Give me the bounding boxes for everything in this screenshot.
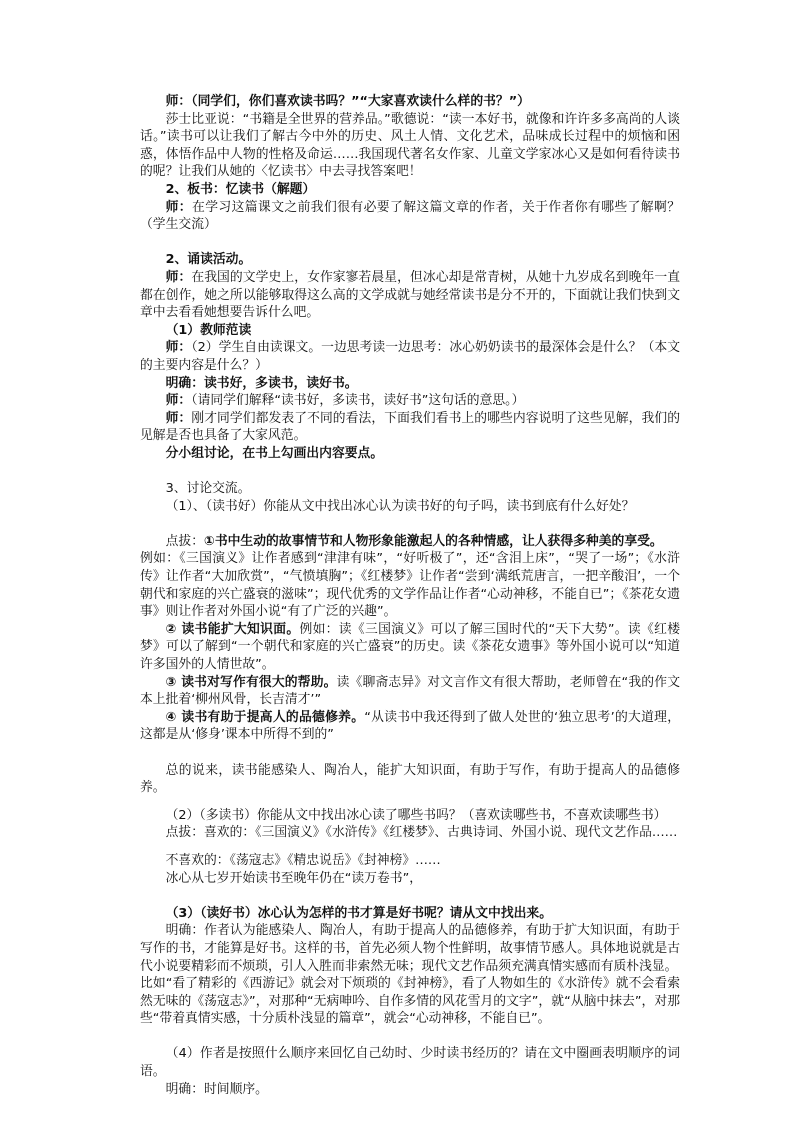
lesson-plan-body [140,93,680,1098]
paragraph-text: 点拔： [165,533,204,549]
paragraph-text: 比如“看了精彩的《西游记》就会对下烦琐的《封神榜》，看了人物如生的《水浒传》就不会看索然无味的《荡寇志》”，对那种“无病呻吟、自作多情的风花雪月的文字”，就“从脑中抹去”，对那些“带着真情实感，十分质朴浅显的篇章”，就会“心动神移，不能自已”。 [140,976,680,1027]
paragraph-spacer [140,462,680,480]
bold-lead: 2、诵读活动。 [165,252,252,268]
paragraph-text: （1）、（读书好）你能从文中找出冰心认为读书好的句子吗，读书到底有什么好处？ [165,498,635,514]
paragraph-spacer [140,887,680,905]
paragraph-text: 例如：读《三国演义》可以了解三国时代的“天下大势”。读《红楼梦》可以了解到“一个朝代和家庭的兴亡盛衰”的历史。读《茶花女遗事》等外国小说可以“知道许多国外的人情世故”。 [140,621,681,672]
para-q4-answer [140,1081,680,1099]
bold-tail: ①书中生动的故事情节和人物形象能激起人的各种情感，让人获得多种美的享受。 [203,533,663,549]
para-bingxin-intro [140,269,680,322]
para-q4 [140,1045,680,1080]
para-author-question [140,199,680,234]
para-views [140,410,680,445]
bold-lead: ③ 读书对写作有很大的帮助。 [165,674,337,690]
bold-lead: 2、板书：忆读书（解题） [165,181,316,197]
paragraph-text: 点拔：喜欢的：《三国演义》《水浒传》《红楼梦》、古典诗词、外国小说、现代文艺作品…… [165,825,678,841]
paragraph-text: 总的说来，读书能感染人、陶冶人，能扩大知识面，有助于写作，有助于提高人的品德修养。 [140,762,680,796]
para-point1-example [140,550,680,620]
bold-lead: 分小组讨论，在书上勾画出内容要点。 [165,445,384,461]
bold-lead: 师：（同学们，你们喜欢读书吗？”“大家喜欢读什么样的书？”） [165,94,530,109]
paragraph-spacer [140,515,680,533]
para-summary [140,762,680,797]
paragraph-spacer [140,797,680,807]
para-opening-quotes [140,111,680,181]
bold-lead: （1）教师范读 [165,322,252,338]
paragraph-text: “从读书中我还得到了做人处世的‘独立思考’的大道理，这都是从‘修身’课本中所得不到的” [140,709,680,743]
paragraph-text: 莎士比亚说：“书籍是全世界的营养品。”歌德说：“读一本好书，就像和许许多多高尚的人谈话。”读书可以让我们了解古今中外的历史、风土人情、文化艺术，品味成长过程中的烦恼和困惑，体悟作品中人物的性格及命运……我国现代著名女作家、儿童文学家冰心又是如何看待读书的呢？让我们从她的〈忆读书〉中去寻找答案吧！ [140,111,680,180]
paragraph-text: 读《聊斋志异》对文言作文有很大帮助，老师曾在“我的作文本上批着‘柳州风骨，长吉清才’” [140,674,680,708]
para-point2 [140,621,680,674]
paragraph-text: （2）（多读书）你能从文中找出冰心读了哪些书吗？（喜欢读哪些书，不喜欢读哪些书） [165,807,667,823]
para-q2-likes [140,824,680,842]
para-q2-dislikes [140,852,680,870]
para-clarify-main [140,375,680,393]
paragraph-text: 在学习这篇课文之前我们很有必要了解这篇文章的作者，关于作者你有哪些了解啊？（学生交流） [140,199,681,233]
para-explain-request [140,392,680,410]
paragraph-text: （2）学生自由读课文。一边思考读一边思考：冰心奶奶读书的最深体会是什么？（本文的主要内容是什么？） [140,340,680,373]
para-point1 [140,533,680,551]
bold-lead: 师： [165,269,192,285]
para-point4 [140,709,680,744]
para-teacher-model [140,322,680,340]
para-q3-compare [140,975,680,1028]
para-section-reading [140,251,680,269]
bold-lead: 师： [165,393,192,409]
paragraph-spacer [140,1028,680,1046]
paragraph-text: 刚才同学们都发表了不同的看法，下面我们看书上的哪些内容说明了这些见解，我们的见解是否也具备了大家风范。 [140,410,681,444]
bold-lead: 师： [165,410,192,426]
paragraph-text: 明确：读书好，多读书，读好书。 [165,375,358,391]
paragraph-spacer [140,234,680,252]
para-opening-question [140,93,680,111]
para-q2 [140,807,680,825]
paragraph-text: 明确：作者认为能感染人、陶冶人，有助于提高人的品德修养，有助于扩大知识面，有助于写作的书，才能算是好书。这样的书，首先必须人物个性鲜明，故事情节感人。具体地说就是古代小说要精彩而不烦琐，引人入胜而非索然无味；现代文艺作品须充满真情实感而有质朴浅显。 [140,923,680,974]
paragraph-text: （4）作者是按照什么顺序来回忆自己幼时、少时读书经历的？请在文中圈画表明顺序的词语。 [140,1046,680,1080]
paragraph-text: 不喜欢的：《荡寇志》《精忠说岳》《封神榜》…… [165,852,441,868]
para-section-blackboard [140,181,680,199]
paragraph-text: 3、讨论交流。 [165,481,251,497]
bold-lead: ② 读书能扩大知识面。 [165,621,300,637]
paragraph-text: 例如：《三国演义》让作者感到“津津有味”，“好听极了”，还“含泪上床”，“哭了一场”；《水浒传》让作者“大加欣赏”，“气愤填胸”；《红楼梦》让作者“尝到‘满纸荒唐言，一把辛酸泪’，一个朝代和家庭的兴亡盛衰的滋味”；现代优秀的文学作品让作者“心动神移，不能自已”；《茶花女遗事》则让作者对外国小说“有了广泛的兴趣”。 [140,551,680,620]
paragraph-spacer [140,744,680,762]
para-free-reading [140,339,680,374]
para-point3 [140,674,680,709]
para-q1 [140,498,680,516]
paragraph-text: 冰心从七岁开始读书至晚年仍在“读万卷书”， [165,870,422,886]
bold-lead: 师： [165,199,192,215]
paragraph-text: 在我国的文学史上，女作家寥若晨星，但冰心却是常青树，从她十九岁成名到晚年一直都在创作，她之所以能够取得这么高的文学成就与她经常读书是分不开的，下面就让我们快到文章中去看看她想要告诉什么吧。 [140,269,681,321]
paragraph-text: （请同学们解释“读书好，多读书，读好书”这句话的意思。） [191,393,525,409]
bold-lead: 师： [165,340,192,356]
para-q3-answer [140,922,680,975]
para-group-discuss [140,445,680,463]
paragraph-text: 明确：时间顺序。 [165,1081,268,1097]
para-q2-lifetime [140,870,680,888]
bold-lead: ④ 读书有助于提高人的品德修养。 [165,709,365,725]
paragraph-spacer [140,842,680,852]
para-q3 [140,905,680,923]
bold-lead: （3）（读好书）冰心认为怎样的书才算是好书呢？请从文中找出来。 [165,905,553,921]
para-section-discuss [140,480,680,498]
